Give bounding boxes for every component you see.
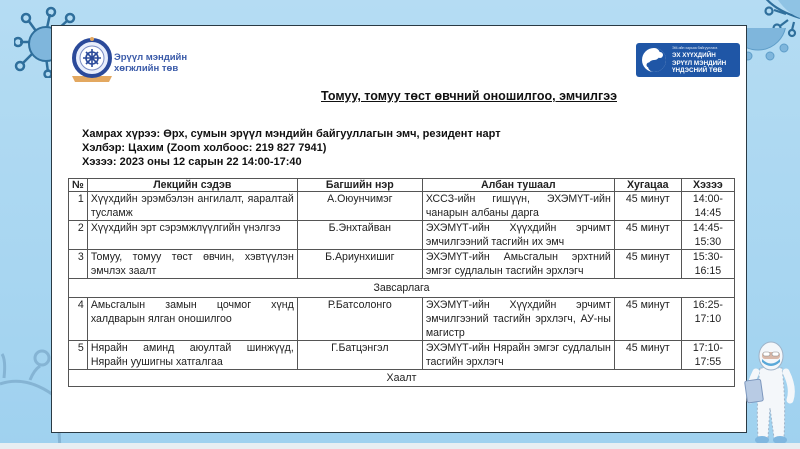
header-time: Хэзээ (681, 179, 734, 192)
row-position: ЭХЭМҮТ-ийн Нярайн эмгэг судлалын тасгийн эрхлэгч (422, 341, 614, 370)
row-teacher: А.Оюунчимэг (297, 192, 422, 221)
row-num: 4 (69, 298, 88, 341)
table-row (69, 341, 735, 370)
row-duration: 45 минут (614, 192, 681, 221)
row-time: 14:45-15:30 (681, 221, 734, 250)
right-logo (636, 43, 740, 77)
row-num: 2 (69, 221, 88, 250)
audience-text: Хамрах хүрээ: Өрх, сумын эрүүл мэндийн байгууллагын эмч, резидент нарт (82, 128, 501, 140)
row-duration: 45 минут (614, 250, 681, 279)
row-topic: Хүүхдийн эрт сэрэмжлүүлгийн үнэлгээ (87, 221, 297, 250)
break-row (69, 279, 735, 298)
table-row (69, 298, 735, 341)
row-position: ХССЗ-ийн гишүүн, ЭХЭМҮТ-ийн чанарын албаны дарга (422, 192, 614, 221)
table-row (69, 192, 735, 221)
page-title: Томуу, томуу төст өвчний оношилгоо, эмчилгээ (321, 89, 617, 103)
closing-row (69, 370, 735, 387)
row-num: 1 (69, 192, 88, 221)
row-duration: 45 минут (614, 221, 681, 250)
closing-label: Хаалт (69, 370, 735, 387)
slide-card (51, 25, 747, 433)
left-logo-text (114, 52, 187, 74)
right-logo-line3: ҮНДЭСНИЙ ТӨВ (672, 67, 723, 74)
right-logo-line1: ЭХ ХҮҮХДИЙН (672, 52, 716, 59)
header-topic: Лекцийн сэдэв (87, 179, 297, 192)
row-topic: Хүүхдийн эрэмбэлэн ангилалт, яаралтай тусламж (87, 192, 297, 221)
header-position: Албан тушаал (422, 179, 614, 192)
table-header-row (69, 179, 735, 192)
row-num: 3 (69, 250, 88, 279)
right-logo-small-text: ЭМ-ийн харьяа байгууллага (672, 46, 718, 50)
bottom-strip (0, 443, 800, 449)
row-teacher: Б.Энхтайван (297, 221, 422, 250)
right-logo-line2: ЭРҮҮЛ МЭНДИЙН (672, 59, 727, 67)
row-teacher: Б.Ариунхишиг (297, 250, 422, 279)
row-time: 16:25-17:10 (681, 298, 734, 341)
row-time: 15:30-16:15 (681, 250, 734, 279)
row-duration: 45 минут (614, 298, 681, 341)
row-teacher: Р.Батсолонго (297, 298, 422, 341)
row-num: 5 (69, 341, 88, 370)
row-teacher: Г.Батцэнгэл (297, 341, 422, 370)
break-label: Завсарлага (69, 279, 735, 298)
row-position: ЭХЭМҮТ-ийн Хүүхдийн эрчимт эмчилгээний тасгийн их эмч (422, 221, 614, 250)
header-duration: Хугацаа (614, 179, 681, 192)
row-duration: 45 минут (614, 341, 681, 370)
schedule-table (68, 178, 735, 387)
row-topic: Нярайн аминд аюултай шинжүүд, Нярайн уушигны хатгалгаа (87, 341, 297, 370)
header-num: № (69, 179, 88, 192)
doctor-ppe-illustration-icon (742, 338, 800, 446)
row-position: ЭХЭМҮТ-ийн Амьсгалын эрхтний эмгэг судлалын тасгийн эрхлэгч (422, 250, 614, 279)
event-info (82, 127, 501, 169)
row-time: 17:10-17:55 (681, 341, 734, 370)
row-time: 14:00-14:45 (681, 192, 734, 221)
dharma-wheel-logo-icon (64, 36, 120, 84)
row-topic: Томуу, томуу төст өвчин, хэвтүүлэн эмчлэх заалт (87, 250, 297, 279)
table-row (69, 221, 735, 250)
header-teacher: Багшийн нэр (297, 179, 422, 192)
mother-child-logo-icon (640, 46, 670, 74)
left-logo-line2: хөгжлийн төв (114, 63, 179, 74)
format-text: Хэлбэр: Цахим (Zoom холбоос: 219 827 7941) (82, 142, 327, 154)
right-logo-name (672, 52, 726, 75)
row-position: ЭХЭМҮТ-ийн Хүүхдийн эрчимт эмчилгээний тасгийн эрхлэгч, АУ-ны магистр (422, 298, 614, 341)
left-logo-line1: Эрүүл мэндийн (114, 52, 188, 63)
table-row (69, 250, 735, 279)
date-text: Хэзээ: 2023 оны 12 сарын 22 14:00-17:40 (82, 156, 302, 168)
row-topic: Амьсгалын замын цочмог хүнд халдварын ялган оношилгоо (87, 298, 297, 341)
